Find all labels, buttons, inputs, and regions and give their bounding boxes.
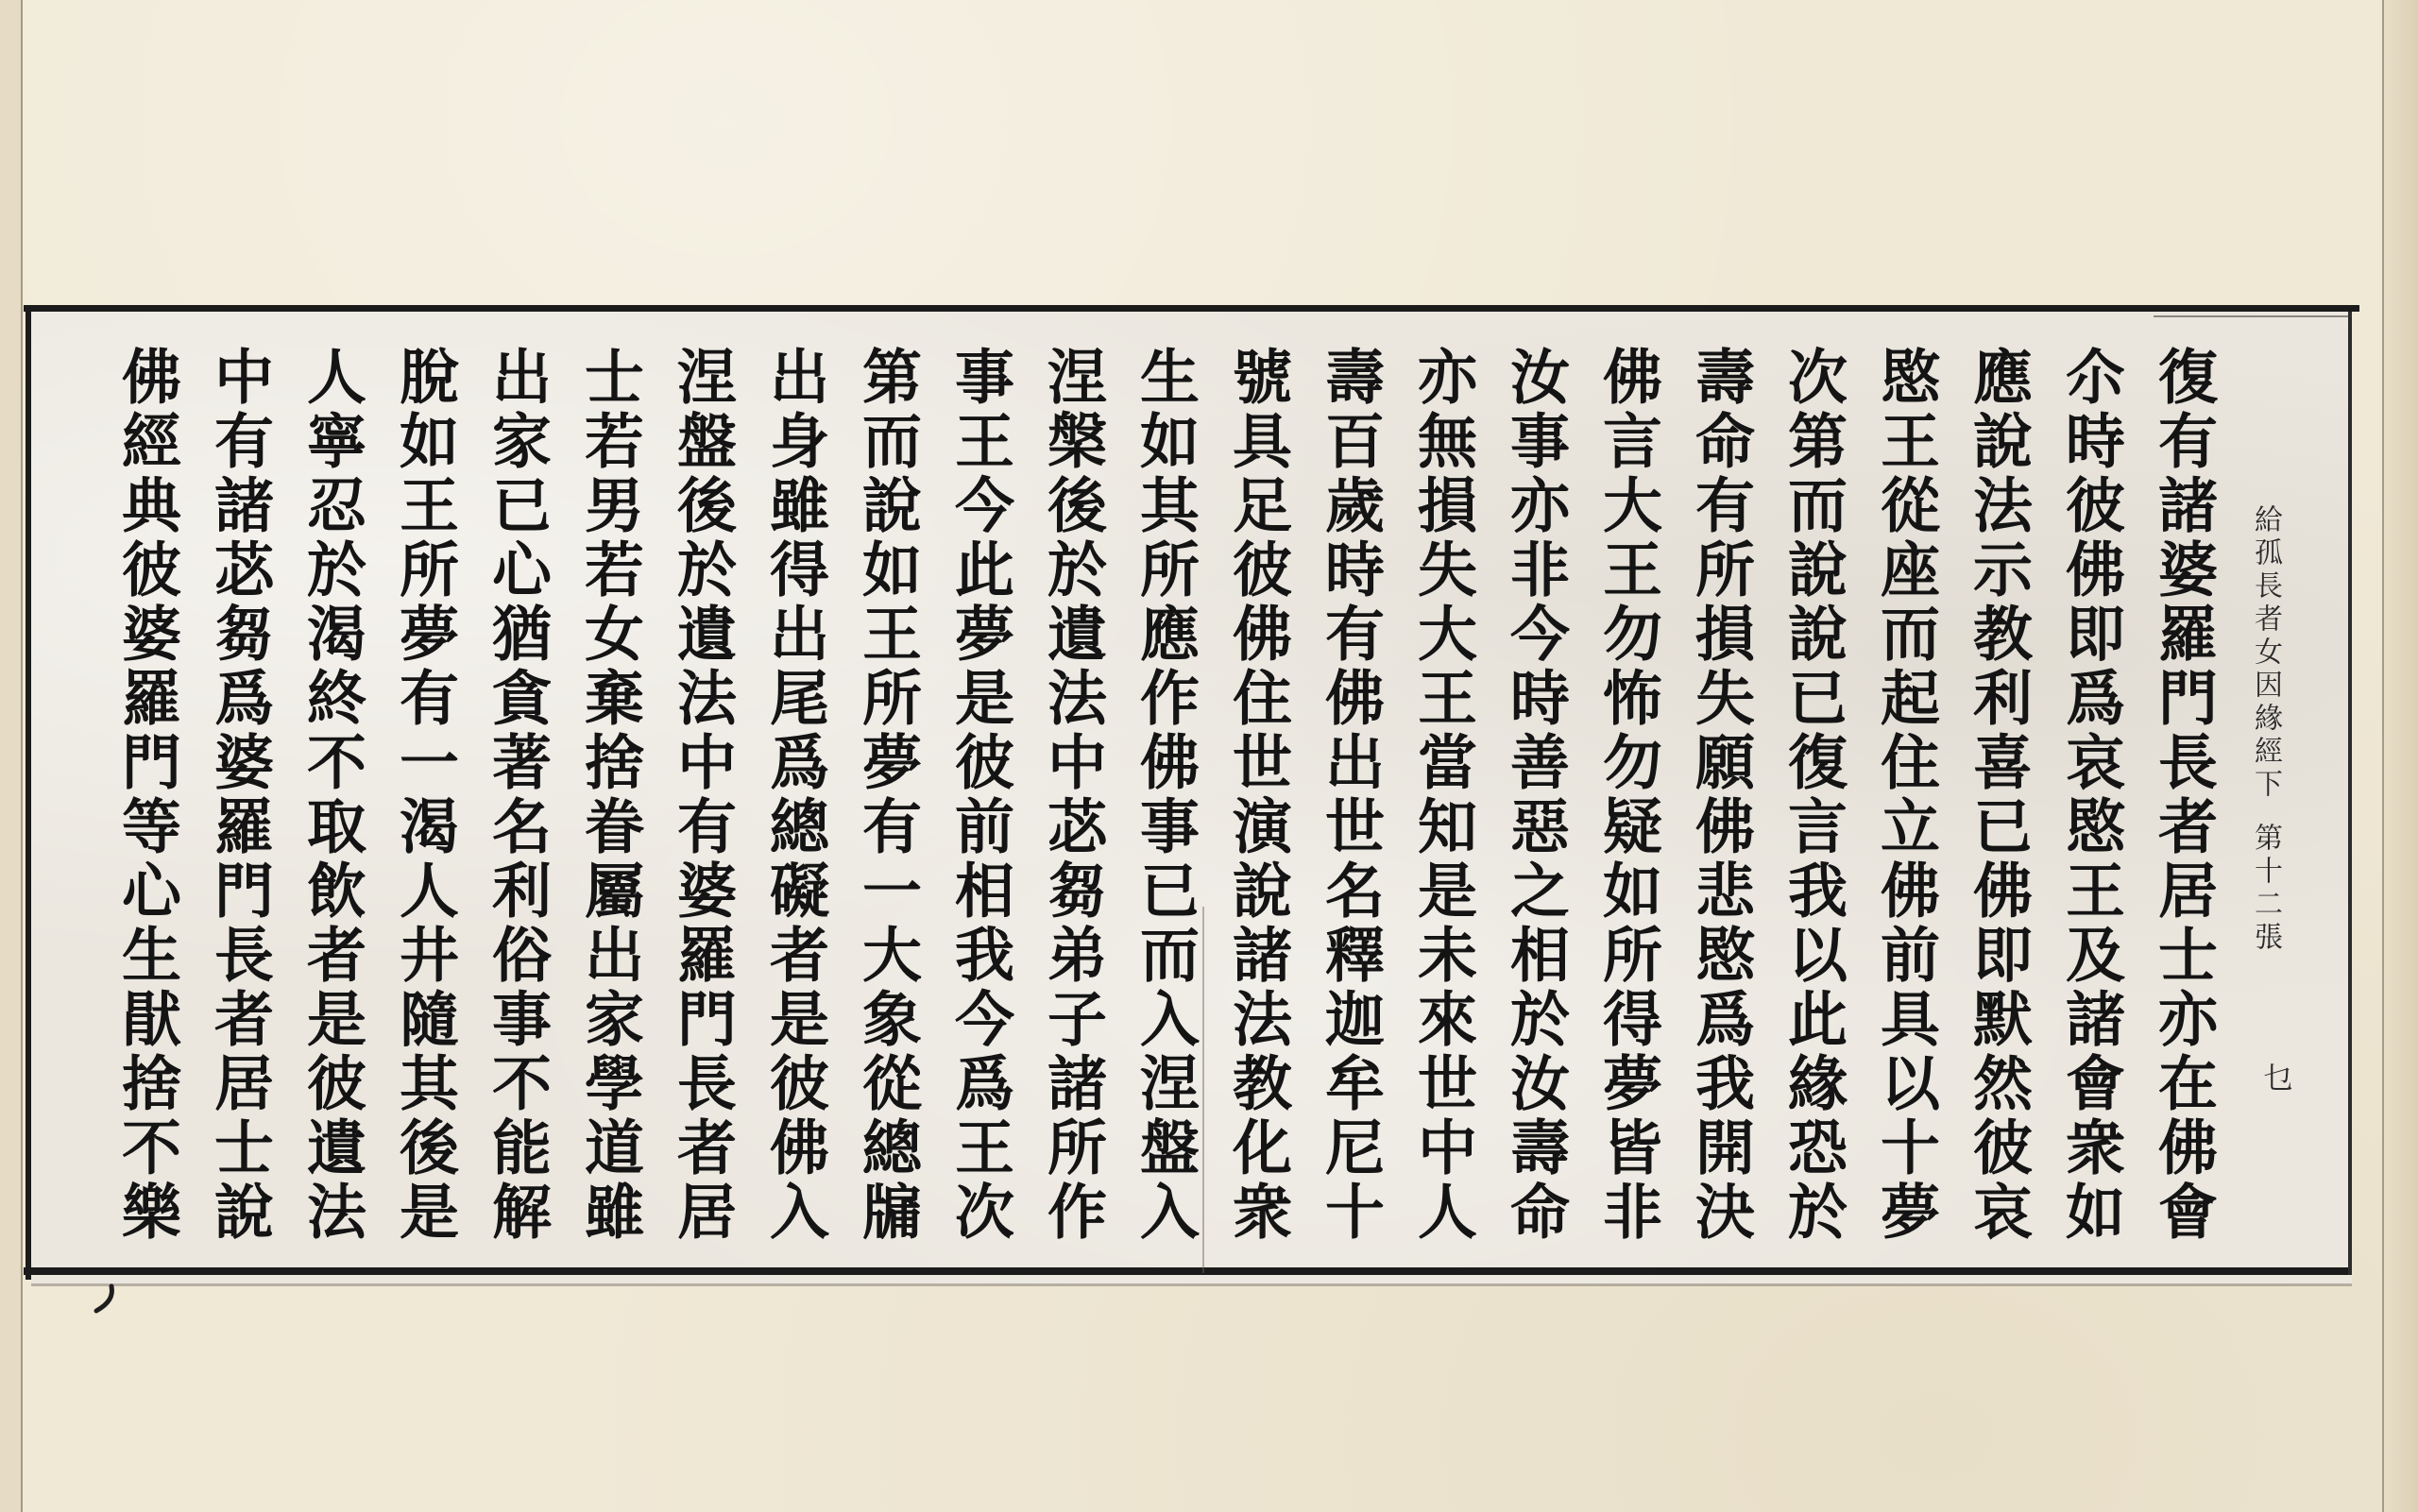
text-column: 復有諸婆羅門長者居士亦在佛會 xyxy=(2149,346,2219,1245)
text-column: 涅盤後於遺法中有婆羅門長者居 xyxy=(668,346,738,1245)
text-column: 尒時彼佛即爲哀愍王及諸會衆如 xyxy=(2056,346,2126,1245)
margin-title-note xyxy=(2246,504,2284,955)
frame-top-rule xyxy=(24,305,2359,312)
slip-top-edge xyxy=(2154,315,2352,317)
text-column: 壽百歲時有佛出世名釋迦牟尼十 xyxy=(1316,346,1386,1245)
text-column: 出家已心猶貪著名利俗事不能解 xyxy=(483,346,553,1245)
text-column: 事王今此夢是彼前相我今爲王次 xyxy=(945,346,1015,1245)
text-column: 愍王從座而起住立佛前具以十夢 xyxy=(1871,346,1941,1245)
text-column: 出身雖得出尾爲總礙者是彼佛入 xyxy=(760,346,830,1245)
left-page-edge xyxy=(0,0,23,1512)
slip-bottom-edge xyxy=(31,1283,2352,1286)
text-column: 人寧忍於渴終不取飲者是彼遺法 xyxy=(298,346,367,1245)
sheet-number-label: 第十二張 xyxy=(2249,823,2282,955)
text-column: 號具足彼佛住世演說諸法教化衆 xyxy=(1223,346,1293,1245)
text-column: 佛經典彼婆羅門等心生猒捨不樂 xyxy=(112,346,182,1245)
text-column: 脫如王所夢有一渴人井隨其後是 xyxy=(390,346,460,1245)
frame-left-rule xyxy=(26,305,31,1280)
ink-stroke-mark xyxy=(89,1283,121,1315)
text-column: 汝事亦非今時善惡之相於汝壽命 xyxy=(1501,346,1571,1245)
sutra-text-block xyxy=(101,346,2230,1262)
frame-right-rule xyxy=(2348,312,2352,1275)
text-column: 士若男若女棄捨眷屬出家學道雖 xyxy=(575,346,645,1245)
text-column: 亦無損失大王當知是未來世中人 xyxy=(1408,346,1478,1245)
text-column: 壽命有所損失願佛悲愍爲我開決 xyxy=(1686,346,1756,1245)
text-column: 次第而說說已復言我以此緣恐於 xyxy=(1779,346,1848,1245)
text-column: 涅槃後於遺法中苾芻弟子諸所作 xyxy=(1038,346,1108,1245)
text-column: 佛言大王勿怖勿疑如所得夢皆非 xyxy=(1593,346,1663,1245)
right-page-edge xyxy=(2382,0,2418,1512)
margin-title: 給孤長者女因緣經下 xyxy=(2249,504,2282,802)
text-column: 應說法示教利喜已佛即默然彼哀 xyxy=(1964,346,2034,1245)
carver-mark: 乜 xyxy=(2263,1060,2294,1096)
text-column: 中有諸苾芻爲婆羅門長者居士說 xyxy=(205,346,275,1245)
text-column: 生如其所應作佛事已而入涅盤入 xyxy=(1131,346,1200,1245)
frame-bottom-rule xyxy=(24,1267,2352,1275)
text-column: 第而說如王所夢有一大象從總牖 xyxy=(853,346,923,1245)
